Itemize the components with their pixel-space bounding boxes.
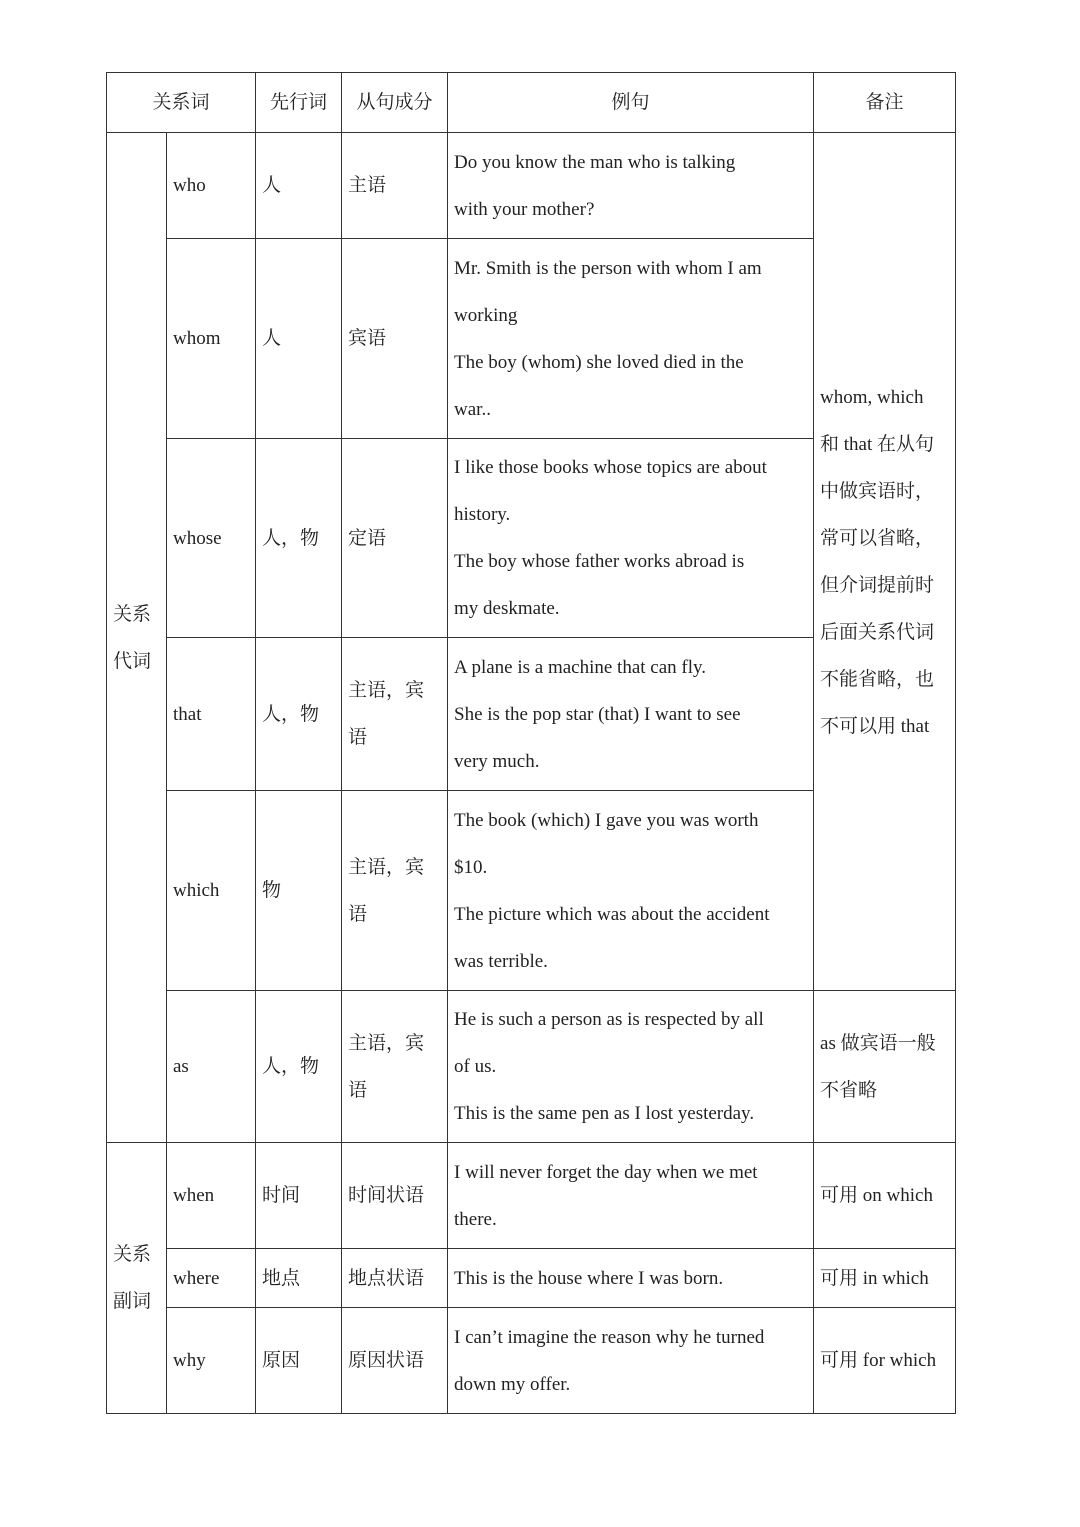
role-cell: 宾语 [342,239,448,439]
header-clause-role: 从句成分 [342,73,448,133]
word-cell: who [167,133,256,239]
word-cell: as [167,991,256,1143]
antecedent-cell: 人，物 [256,439,342,638]
word-cell: when [167,1143,256,1249]
antecedent-cell: 地点 [256,1249,342,1308]
word-cell: which [167,791,256,991]
table-row [107,1308,956,1414]
word-cell: whose [167,439,256,638]
table-row [107,1143,956,1249]
relative-words-table [106,72,956,1414]
table-row [107,133,956,239]
note-cell: 可用 on which [814,1143,956,1249]
note-pronoun-shared: whom, which 和 that 在从句 中做宾语时， 常可以省略， 但介词提前时 后面关系代词 不能省略，也 不可以用 that [814,133,956,991]
example-cell: This is the house where I was born. [448,1249,814,1308]
word-cell: why [167,1308,256,1414]
header-example: 例句 [448,73,814,133]
antecedent-cell: 人 [256,133,342,239]
role-cell: 地点状语 [342,1249,448,1308]
example-cell: A plane is a machine that can fly. She is the pop star (that) I want to see very much. [448,638,814,791]
note-cell: 可用 for which [814,1308,956,1414]
table-row [107,1249,956,1308]
group-relative-adverb: 关系 副词 [107,1143,167,1414]
header-note: 备注 [814,73,956,133]
antecedent-cell: 人 [256,239,342,439]
example-cell: Mr. Smith is the person with whom I am working The boy (whom) she loved died in the war.. [448,239,814,439]
header-antecedent: 先行词 [256,73,342,133]
role-cell: 时间状语 [342,1143,448,1249]
note-cell: 可用 in which [814,1249,956,1308]
role-cell: 主语，宾 语 [342,638,448,791]
example-cell: The book (which) I gave you was worth $10. The picture which was about the accident was terrible. [448,791,814,991]
note-as: as 做宾语一般 不省略 [814,991,956,1143]
antecedent-cell: 人，物 [256,991,342,1143]
role-cell: 定语 [342,439,448,638]
word-cell: where [167,1249,256,1308]
table-row [107,991,956,1143]
example-cell: I like those books whose topics are about history. The boy whose father works abroad is my deskmate. [448,439,814,638]
header-relative-word: 关系词 [107,73,256,133]
word-cell: that [167,638,256,791]
role-cell: 主语 [342,133,448,239]
example-cell: I can’t imagine the reason why he turned down my offer. [448,1308,814,1414]
antecedent-cell: 物 [256,791,342,991]
word-cell: whom [167,239,256,439]
group-relative-pronoun: 关系 代词 [107,133,167,1143]
example-cell: He is such a person as is respected by all of us. This is the same pen as I lost yesterday. [448,991,814,1143]
role-cell: 主语，宾 语 [342,991,448,1143]
antecedent-cell: 人，物 [256,638,342,791]
antecedent-cell: 时间 [256,1143,342,1249]
example-cell: Do you know the man who is talking with your mother? [448,133,814,239]
example-cell: I will never forget the day when we met there. [448,1143,814,1249]
role-cell: 原因状语 [342,1308,448,1414]
antecedent-cell: 原因 [256,1308,342,1414]
header-row [107,73,956,133]
role-cell: 主语，宾 语 [342,791,448,991]
